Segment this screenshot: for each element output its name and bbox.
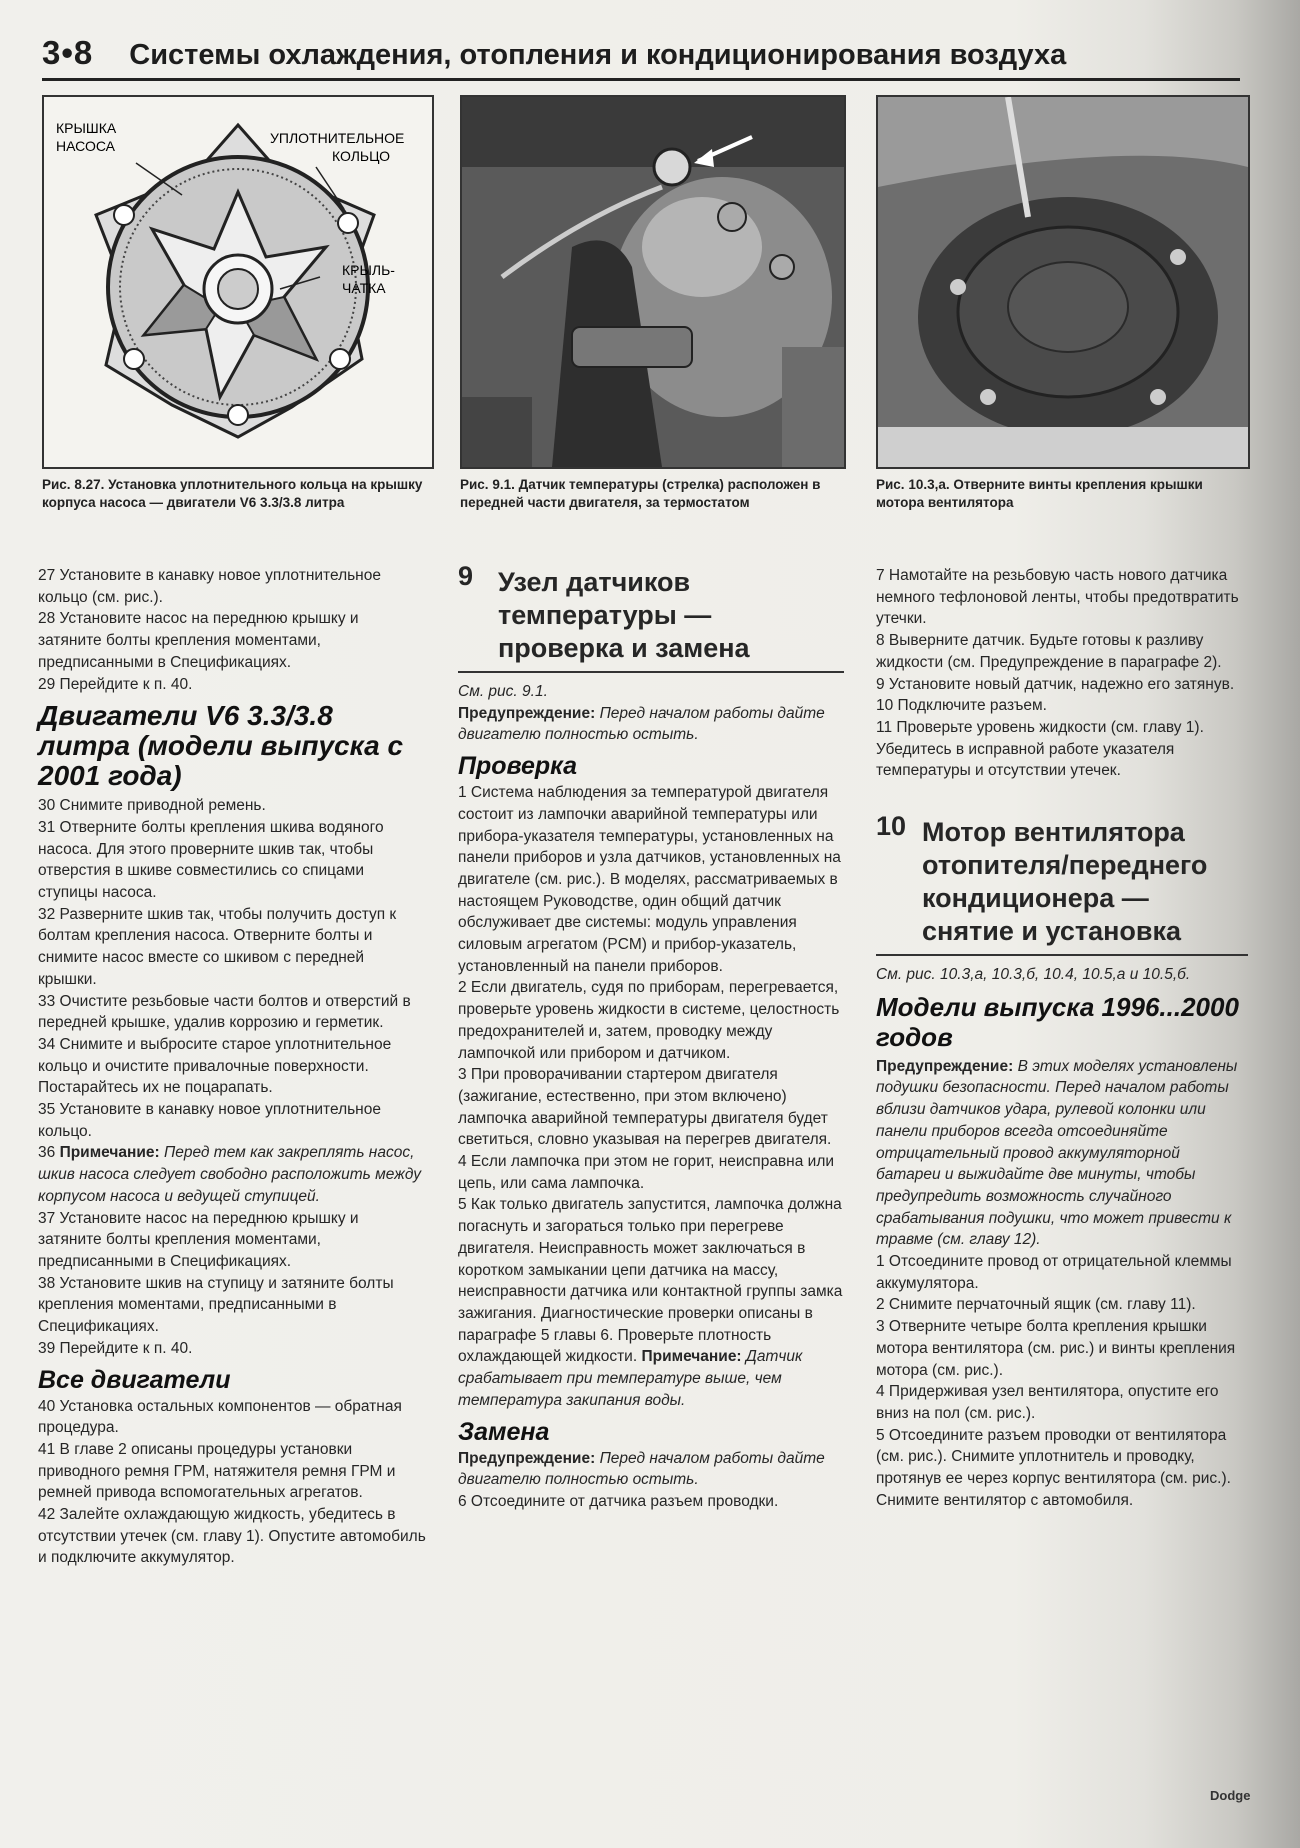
paragraph-9-4: 4 Если лампочка при этом не горит, неисправна или цепь, или сама лампочка. — [458, 1153, 835, 1192]
caption-fig-8-27: Рис. 8.27. Установка уплотнительного кольца на крышку корпуса насоса — двигатели V6 3.3/3.8 литра — [42, 477, 423, 510]
paragraph-29: 29 Перейдите к п. 40. — [38, 675, 193, 693]
paragraph-41: 41 В главе 2 описаны процедуры установки приводного ремня ГРМ, натяжителя ремня ГРМ и ремней привода вспомогательных агрегатов. — [38, 1440, 396, 1502]
paragraph-42: 42 Залейте охлаждающую жидкость, убедитесь в отсутствии утечек (см. главу 1). Опустите автомобиль и подключите аккумулятор. — [38, 1506, 426, 1567]
blower-photo-svg — [878, 97, 1248, 467]
pump-diagram-svg — [44, 97, 432, 467]
paragraph-10-4: 4 Придерживая узел вентилятора, опустите его вниз на пол (см. рис.). — [876, 1383, 1219, 1422]
paragraph-9-8: 8 Выверните датчик. Будьте готовы к разливу жидкости (см. Предупреждение в параграфе 2). — [876, 632, 1222, 671]
warning-text: Перед началом работы дайте двигателю полностью остыть. — [458, 1449, 825, 1489]
column-2 — [458, 561, 844, 1513]
section-10-number: 10 — [876, 811, 907, 842]
chapter-title: Системы охлаждения, отопления и кондиционирования воздуха — [129, 39, 1067, 71]
paragraph-10-1: 1 Отсоедините провод от отрицательной клеммы аккумулятора. — [876, 1253, 1232, 1292]
warning-label: Предупреждение: — [458, 1449, 596, 1467]
warning-9-replace — [458, 1448, 844, 1491]
footer-brand: Dodge — [1210, 1788, 1251, 1803]
note-text: Перед тем как закреплять насос, шкив насоса следует свободно расположить между корпусом насоса и ведущей ступицей. — [38, 1144, 421, 1205]
paragraph-40: 40 Установка остальных компонентов — обратная процедура. — [38, 1397, 402, 1437]
heading-models-1996-2000: Модели выпуска 1996...2000 годов — [876, 991, 1239, 1052]
label-impeller-2: ЧАТКА — [342, 280, 386, 296]
paragraph-36-number: 36 — [38, 1144, 56, 1162]
figure-pump-diagram — [42, 95, 434, 469]
paragraph-10-3: 3 Отверните четыре болта крепления крышки мотора вентилятора (см. рис.) и винты крепления мотора (см. рис.). — [876, 1318, 1236, 1379]
heading-all-engines: Все двигатели — [38, 1365, 231, 1394]
section-9-heading — [458, 561, 844, 673]
note-text: Датчик срабатывает при температуре выше, чем температура закипания воды. — [458, 1348, 803, 1409]
warning-text: Перед началом работы дайте двигателю полностью остыть. — [458, 704, 825, 744]
label-ring-1: УПЛОТНИТЕЛЬНОЕ — [270, 130, 405, 146]
see-figure-9-1: См. рис. 9.1. — [458, 683, 548, 700]
paragraph-10-2: 2 Снимите перчаточный ящик (см. главу 11). — [876, 1296, 1196, 1314]
warning-label: Предупреждение: — [458, 704, 596, 722]
column-1 — [38, 565, 426, 1569]
paragraph-28: 28 Установите насос на переднюю крышку и затяните болты крепления моментами, предписанными в Спецификациях. — [38, 610, 359, 671]
paragraph-35: 35 Установите в канавку новое уплотнительное кольцо. — [38, 1101, 381, 1140]
page-number: 3•8 — [42, 34, 94, 71]
column-3 — [876, 565, 1248, 1512]
heading-v6-engines: Двигатели V6 3.3/3.8 литра (модели выпуска с 2001 года) — [38, 700, 404, 792]
paragraph-36 — [38, 1142, 426, 1207]
note-label: Примечание: — [59, 1144, 160, 1162]
paragraph-38: 38 Установите шкив на ступицу и затяните болты крепления моментами, предписанными в Спецификациях. — [38, 1274, 394, 1336]
note-label: Примечание: — [641, 1348, 742, 1366]
warning-label: Предупреждение: — [876, 1057, 1014, 1075]
label-impeller-1: КРЫЛЬ- — [342, 262, 395, 278]
label-cover-2: НАСОСА — [56, 138, 115, 154]
paragraph-34: 34 Снимите и выбросите старое уплотнительное кольцо и очистите привалочные поверхности. Постарайтесь их не поцарапать. — [38, 1035, 392, 1097]
paragraph-27: 27 Установите в канавку новое уплотнительное кольцо (см. рис.). — [38, 567, 381, 606]
paragraph-9-9: 9 Установите новый датчик, надежно его затянув. — [876, 675, 1235, 693]
section-10-heading — [876, 811, 1248, 956]
figure-blower-photo — [876, 95, 1250, 469]
paragraph-10-5: 5 Отсоедините разъем проводки от вентилятора (см. рис.). Снимите уплотнитель и проводку, протянув ее через корпус вентилятора (см. рис.). Снимите вентилятор с автомобиля. — [876, 1426, 1231, 1509]
section-10-title: Мотор вентилятора отопителя/переднего кондиционера — снятие и установка — [922, 817, 1208, 947]
paragraph-9-6: 6 Отсоедините от датчика разъем проводки. — [458, 1492, 779, 1510]
paragraph-9-7: 7 Намотайте на резьбовую часть нового датчика немного тефлоновой ленты, чтобы предотвратить утечки. — [876, 567, 1239, 628]
paragraph-9-2: 2 Если двигатель, судя по приборам, перегревается, проверьте уровень жидкости в системе, целостность предохранителей и, затем, проводку между лампочкой или прибором и датчиком. — [458, 979, 840, 1062]
heading-replace: Замена — [458, 1417, 550, 1446]
paragraph-9-3: 3 При проворачивании стартером двигателя (зажигание, естественно, при этом включено) лампочка аварийной температуры двигателя будет светиться, словно указывая на перегрев двигателя. — [458, 1066, 832, 1149]
label-cover-1: КРЫШКА — [56, 120, 117, 136]
paragraph-39: 39 Перейдите к п. 40. — [38, 1339, 193, 1357]
heading-check: Проверка — [458, 752, 578, 781]
paragraph-37: 37 Установите насос на переднюю крышку и затяните болты крепления моментами, предписанными в Спецификациях. — [38, 1209, 359, 1270]
running-head — [42, 28, 1240, 81]
section-9-title: Узел датчиков температуры — проверка и замена — [498, 567, 750, 663]
paragraph-31: 31 Отверните болты крепления шкива водяного насоса. Для этого проверните шкив так, чтобы отверстия в шкиве совместились со спицами ступицы насоса. — [38, 818, 384, 902]
paragraph-9-1: 1 Система наблюдения за температурой двигателя состоит из лампочки аварийной температуры или прибора-указателя температуры, установленных на панели приборов и узла датчиков, установленных на двигателе (см. рис.). В моделях, рассматриваемых в настоящем Руководстве, один общий датчик обслуживает две системы: модуль управления силовым агрегатом (PCM) и прибор-указатель, установленный на панели приборов. — [458, 784, 841, 975]
paragraph-9-5 — [458, 1194, 844, 1411]
paragraph-9-5-text: 5 Как только двигатель запустится, лампочка должна погаснуть и загораться только при перегреве двигателя. Неисправность может заключаться в коротком замыкании цепи датчика на массу, неисправности датчика или контактной группы замка зажигания. Диагностические проверки описаны в параграфе 5 главы 6. Проверьте плотность охлаждающей жидкости. — [458, 1196, 843, 1366]
caption-fig-9-1: Рис. 9.1. Датчик температуры (стрелка) расположен в передней части двигателя, за термостатом — [460, 477, 821, 510]
figure-sensor-photo — [460, 95, 846, 469]
paragraph-33: 33 Очистите резьбовые части болтов и отверстий в передней крышке, удалив коррозию и герметик. — [38, 992, 411, 1032]
paragraph-9-11: 11 Проверьте уровень жидкости (см. главу 1). Убедитесь в исправной работе указателя температуры и отсутствии утечек. — [876, 718, 1204, 780]
warning-9 — [458, 703, 844, 746]
paragraph-9-10: 10 Подключите разъем. — [876, 697, 1047, 715]
sensor-photo-svg — [462, 97, 844, 467]
paragraph-30: 30 Снимите приводной ремень. — [38, 797, 266, 815]
caption-fig-10-3a: Рис. 10.3,а. Отверните винты крепления крышки мотора вентилятора — [876, 477, 1203, 510]
see-figures-10: См. рис. 10.3,а, 10.3,б, 10.4, 10.5,а и 10.5,б. — [876, 966, 1191, 984]
warning-text: В этих моделях установлены подушки безопасности. Перед началом работы вблизи датчиков удара, рулевой колонки или панели приборов всегда отсоединяйте отрицательный провод аккумуляторной батареи и выжидайте две минуты, чтобы предупредить возможность случайного срабатывания подушки, что может привести к травме (см. главу 12). — [876, 1057, 1238, 1249]
paragraph-32: 32 Разверните шкив так, чтобы получить доступ к болтам крепления насоса. Отверните болты и снимите насос вместе со шкивом с передней крышки. — [38, 905, 397, 988]
warning-10 — [876, 1056, 1248, 1251]
section-9-number: 9 — [458, 561, 474, 591]
label-ring-2: КОЛЬЦО — [332, 148, 391, 164]
